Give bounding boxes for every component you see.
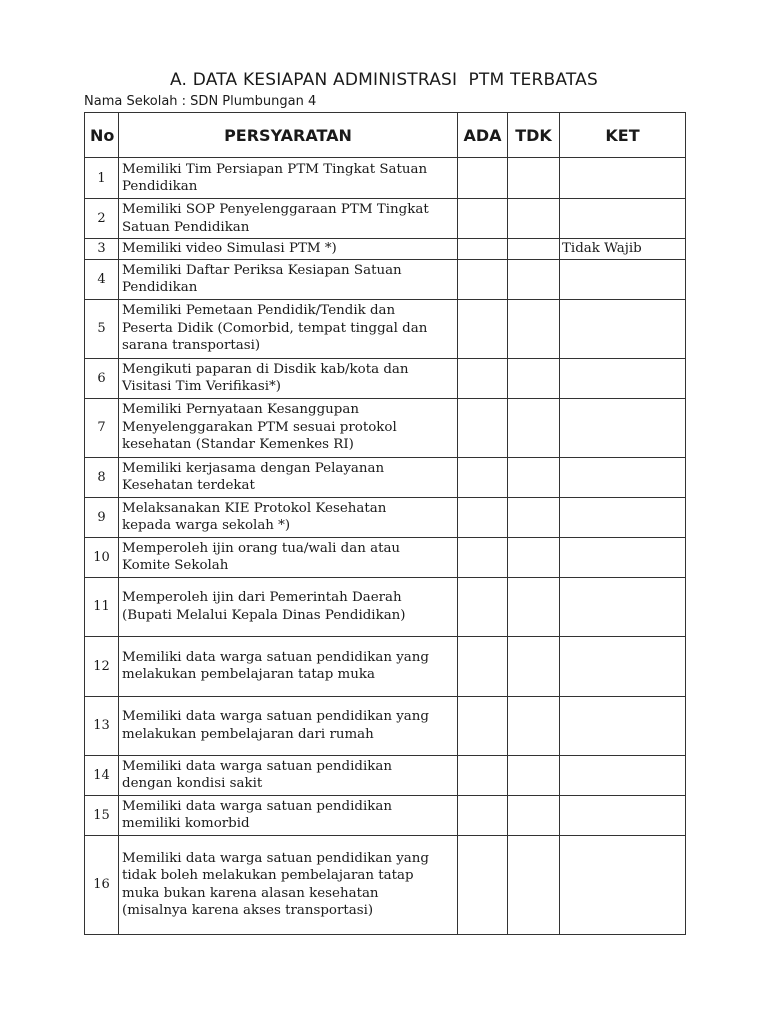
ada-cell — [458, 577, 508, 636]
table-row — [85, 696, 686, 755]
requirement-text: Memiliki Pemetaan Pendidik/Tendik dan Peserta Didik (Comorbid, tempat tinggal dan sarana transportasi) — [119, 299, 458, 358]
table-row — [85, 497, 686, 537]
row-number: 3 — [85, 239, 119, 260]
ket-cell — [560, 497, 686, 537]
requirement-text: Memiliki kerjasama dengan Pelayanan Kesehatan terdekat — [119, 457, 458, 497]
requirement-text: Memiliki data warga satuan pendidikan yang melakukan pembelajaran dari rumah — [119, 696, 458, 755]
tdk-cell — [508, 577, 560, 636]
ada-cell — [458, 497, 508, 537]
ket-cell — [560, 755, 686, 795]
row-number: 12 — [85, 636, 119, 696]
ket-cell — [560, 457, 686, 497]
requirement-text: Memiliki Daftar Periksa Kesiapan Satuan Pendidikan — [119, 259, 458, 299]
header-persyaratan: PERSYARATAN — [119, 113, 458, 158]
row-number: 15 — [85, 795, 119, 835]
row-number: 5 — [85, 299, 119, 358]
tdk-cell — [508, 457, 560, 497]
header-ket: KET — [560, 113, 686, 158]
table-row — [85, 398, 686, 457]
table-row — [85, 457, 686, 497]
row-number: 9 — [85, 497, 119, 537]
table-row — [85, 199, 686, 239]
tdk-cell — [508, 537, 560, 577]
table-row — [85, 537, 686, 577]
header-no: No — [85, 113, 119, 158]
requirement-text: Memiliki Tim Persiapan PTM Tingkat Satuan Pendidikan — [119, 158, 458, 199]
tdk-cell — [508, 835, 560, 934]
ada-cell — [458, 696, 508, 755]
ket-cell: Tidak Wajib — [560, 239, 686, 260]
requirement-text: Memiliki data warga satuan pendidikan yang melakukan pembelajaran tatap muka — [119, 636, 458, 696]
ada-cell — [458, 358, 508, 398]
row-number: 16 — [85, 835, 119, 934]
table-row — [85, 259, 686, 299]
requirement-text: Memiliki SOP Penyelenggaraan PTM Tingkat Satuan Pendidikan — [119, 199, 458, 239]
table-row — [85, 795, 686, 835]
row-number: 7 — [85, 398, 119, 457]
ket-cell — [560, 636, 686, 696]
ket-cell — [560, 537, 686, 577]
table-row — [85, 358, 686, 398]
ket-cell — [560, 696, 686, 755]
tdk-cell — [508, 199, 560, 239]
requirement-text: Memiliki data warga satuan pendidikan memiliki komorbid — [119, 795, 458, 835]
requirements-table — [84, 112, 686, 935]
table-row — [85, 636, 686, 696]
ada-cell — [458, 835, 508, 934]
tdk-cell — [508, 636, 560, 696]
row-number: 14 — [85, 755, 119, 795]
ada-cell — [458, 636, 508, 696]
header-tdk: TDK — [508, 113, 560, 158]
document-title: A. DATA KESIAPAN ADMINISTRASI PTM TERBATAS — [170, 70, 598, 90]
ada-cell — [458, 239, 508, 260]
tdk-cell — [508, 259, 560, 299]
row-number: 1 — [85, 158, 119, 199]
table-header-row — [85, 113, 686, 158]
requirement-text: Mengikuti paparan di Disdik kab/kota dan Visitasi Tim Verifikasi*) — [119, 358, 458, 398]
table-row — [85, 577, 686, 636]
tdk-cell — [508, 497, 560, 537]
ket-cell — [560, 398, 686, 457]
ada-cell — [458, 199, 508, 239]
row-number: 11 — [85, 577, 119, 636]
school-name-line: Nama Sekolah : SDN Plumbungan 4 — [84, 94, 317, 109]
table-row — [85, 755, 686, 795]
requirement-text: Melaksanakan KIE Protokol Kesehatan kepada warga sekolah *) — [119, 497, 458, 537]
ket-cell — [560, 358, 686, 398]
requirement-text: Memperoleh ijin dari Pemerintah Daerah (Bupati Melalui Kepala Dinas Pendidikan) — [119, 577, 458, 636]
tdk-cell — [508, 239, 560, 260]
table-row — [85, 239, 686, 260]
table-row — [85, 835, 686, 934]
row-number: 4 — [85, 259, 119, 299]
ada-cell — [458, 398, 508, 457]
row-number: 10 — [85, 537, 119, 577]
ada-cell — [458, 795, 508, 835]
row-number: 13 — [85, 696, 119, 755]
row-number: 8 — [85, 457, 119, 497]
row-number: 2 — [85, 199, 119, 239]
tdk-cell — [508, 358, 560, 398]
ket-cell — [560, 577, 686, 636]
ada-cell — [458, 299, 508, 358]
tdk-cell — [508, 795, 560, 835]
ket-cell — [560, 835, 686, 934]
requirement-text: Memiliki data warga satuan pendidikan yang tidak boleh melakukan pembelajaran tatap muka bukan karena alasan kesehatan (misalnya karena akses transportasi) — [119, 835, 458, 934]
tdk-cell — [508, 696, 560, 755]
requirement-text: Memiliki data warga satuan pendidikan dengan kondisi sakit — [119, 755, 458, 795]
ada-cell — [458, 537, 508, 577]
tdk-cell — [508, 755, 560, 795]
ada-cell — [458, 158, 508, 199]
ket-cell — [560, 158, 686, 199]
table-row — [85, 299, 686, 358]
ada-cell — [458, 755, 508, 795]
requirement-text: Memiliki Pernyataan Kesanggupan Menyelenggarakan PTM sesuai protokol kesehatan (Standar Kemenkes RI) — [119, 398, 458, 457]
ada-cell — [458, 457, 508, 497]
ket-cell — [560, 795, 686, 835]
tdk-cell — [508, 158, 560, 199]
tdk-cell — [508, 299, 560, 358]
header-ada: ADA — [458, 113, 508, 158]
ket-cell — [560, 299, 686, 358]
tdk-cell — [508, 398, 560, 457]
ket-cell — [560, 199, 686, 239]
requirement-text: Memiliki video Simulasi PTM *) — [119, 239, 458, 260]
ada-cell — [458, 259, 508, 299]
table-row — [85, 158, 686, 199]
table-body — [85, 158, 686, 935]
row-number: 6 — [85, 358, 119, 398]
requirement-text: Memperoleh ijin orang tua/wali dan atau Komite Sekolah — [119, 537, 458, 577]
ket-cell — [560, 259, 686, 299]
